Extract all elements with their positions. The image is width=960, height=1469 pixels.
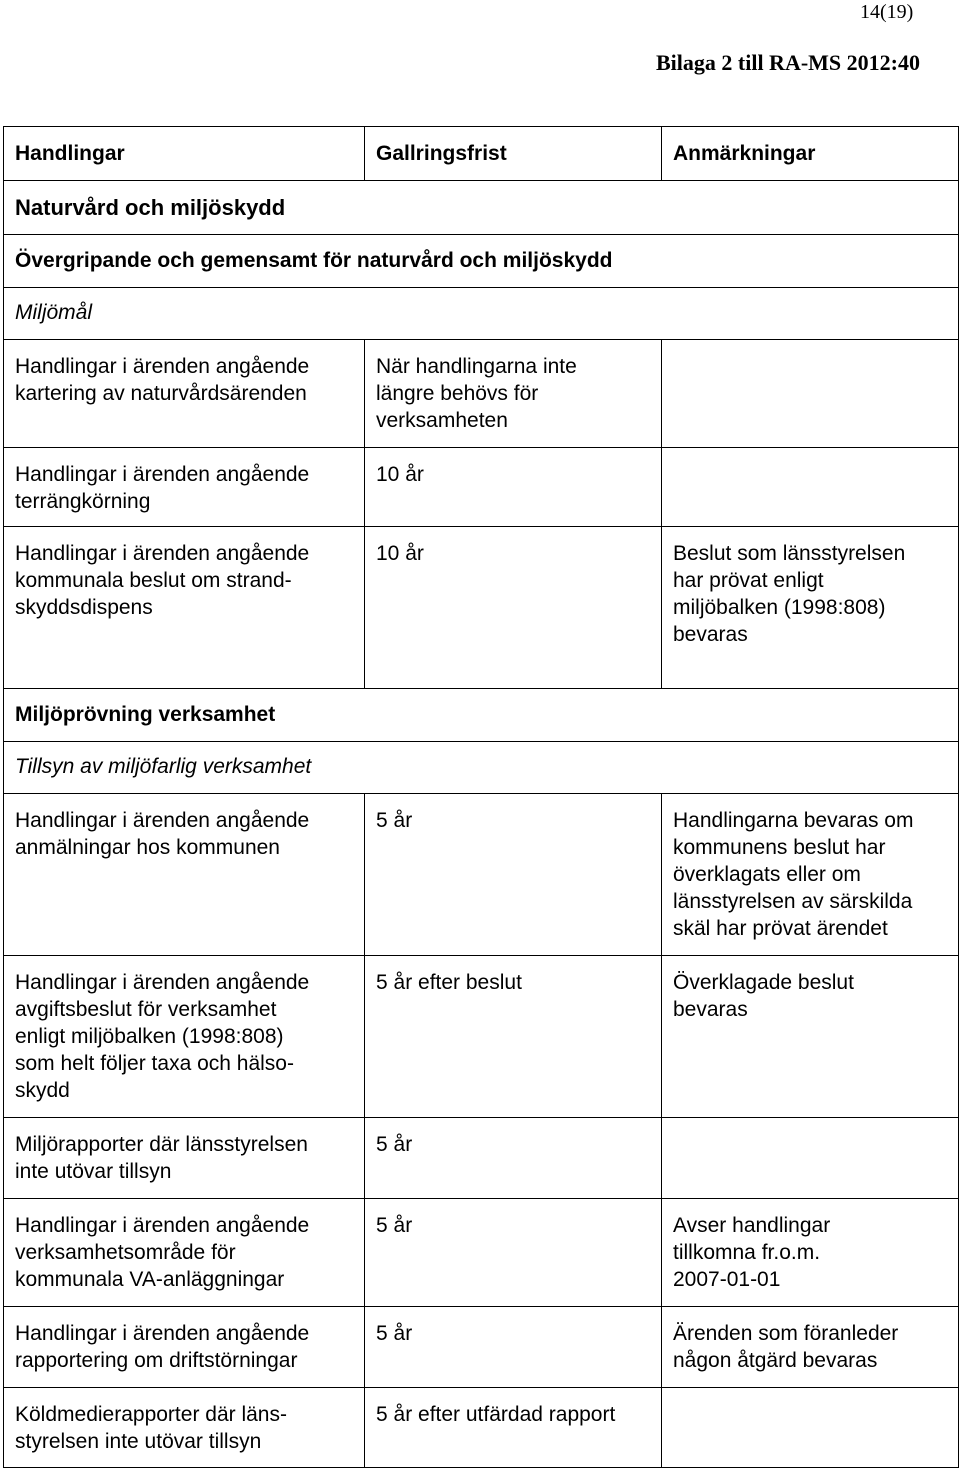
category-row <box>4 742 959 794</box>
documents-cell: Handlingar i ärenden angående avgiftsbeslut för verksamhet enligt miljöbalken (1998:808) som helt följer taxa och hälso- skydd <box>15 971 310 1102</box>
documents-cell: Handlingar i ärenden angående terrängkörning <box>15 463 310 513</box>
header-documents: Handlingar <box>4 127 365 181</box>
retention-period-cell: 5 år <box>376 1322 413 1345</box>
documents-cell: Handlingar i ärenden angående anmälningar hos kommunen <box>15 809 310 859</box>
documents-cell: Miljörapporter där länsstyrelsen inte utövar tillsyn <box>15 1133 308 1183</box>
retention-period-cell: När handlingarna inte längre behövs för verksamheten <box>376 355 577 432</box>
retention-period-cell: 5 år <box>376 1133 413 1156</box>
table-row <box>4 1307 959 1388</box>
documents-cell: Köldmedierapporter där läns- styrelsen inte utövar tillsyn <box>15 1403 287 1453</box>
table-header-row <box>4 127 959 181</box>
table-row <box>4 1388 959 1468</box>
header-retention-period: Gallringsfrist <box>365 127 662 181</box>
documents-cell: Handlingar i ärenden angående rapportering om driftstörningar <box>15 1322 310 1372</box>
category-title: Tillsyn av miljöfarlig verksamhet <box>4 742 959 794</box>
remarks-cell: Ärenden som föranleder någon åtgärd bevaras <box>673 1322 899 1372</box>
section-title: Naturvård och miljöskydd <box>4 181 959 235</box>
retention-period-cell: 5 år <box>376 1214 413 1237</box>
table-row <box>4 1118 959 1199</box>
subsection-row <box>4 235 959 288</box>
table-row <box>4 956 959 1118</box>
section-row <box>4 181 959 235</box>
retention-table <box>3 126 959 1468</box>
retention-period-cell: 5 år efter utfärdad rapport <box>376 1403 616 1426</box>
documents-cell: Handlingar i ärenden angående kartering av naturvårdsärenden <box>15 355 310 405</box>
table-row <box>4 527 959 689</box>
appendix-title: Bilaga 2 till RA-MS 2012:40 <box>656 50 920 75</box>
remarks-cell: Handlingarna bevaras om kommunens beslut har överklagats eller om länsstyrelsen av särskilda skäl har prövat ärendet <box>673 809 914 940</box>
category-row <box>4 288 959 340</box>
subsection-title: Övergripande och gemensamt för naturvård och miljöskydd <box>4 235 959 288</box>
remarks-cell: Avser handlingar tillkomna fr.o.m. 2007-01-01 <box>673 1214 831 1291</box>
subsection-row <box>4 689 959 742</box>
retention-period-cell: 5 år <box>376 809 413 832</box>
page-number: 14(19) <box>860 1 914 23</box>
remarks-cell: Beslut som länsstyrelsen har prövat enligt miljöbalken (1998:808) bevaras <box>673 542 906 646</box>
table-row <box>4 1199 959 1307</box>
subsection-title: Miljöprövning verksamhet <box>4 689 959 742</box>
retention-period-cell: 5 år efter beslut <box>376 971 522 994</box>
documents-cell: Handlingar i ärenden angående kommunala beslut om strand- skyddsdispens <box>15 542 310 619</box>
table-row <box>4 448 959 527</box>
category-title: Miljömål <box>4 288 959 340</box>
table-row <box>4 340 959 448</box>
header-remarks: Anmärkningar <box>662 127 959 181</box>
documents-cell: Handlingar i ärenden angående verksamhetsområde för kommunala VA-anläggningar <box>15 1214 310 1291</box>
table-row <box>4 794 959 956</box>
retention-period-cell: 10 år <box>376 463 424 486</box>
retention-period-cell: 10 år <box>376 542 424 565</box>
remarks-cell: Överklagade beslut bevaras <box>673 971 854 1021</box>
